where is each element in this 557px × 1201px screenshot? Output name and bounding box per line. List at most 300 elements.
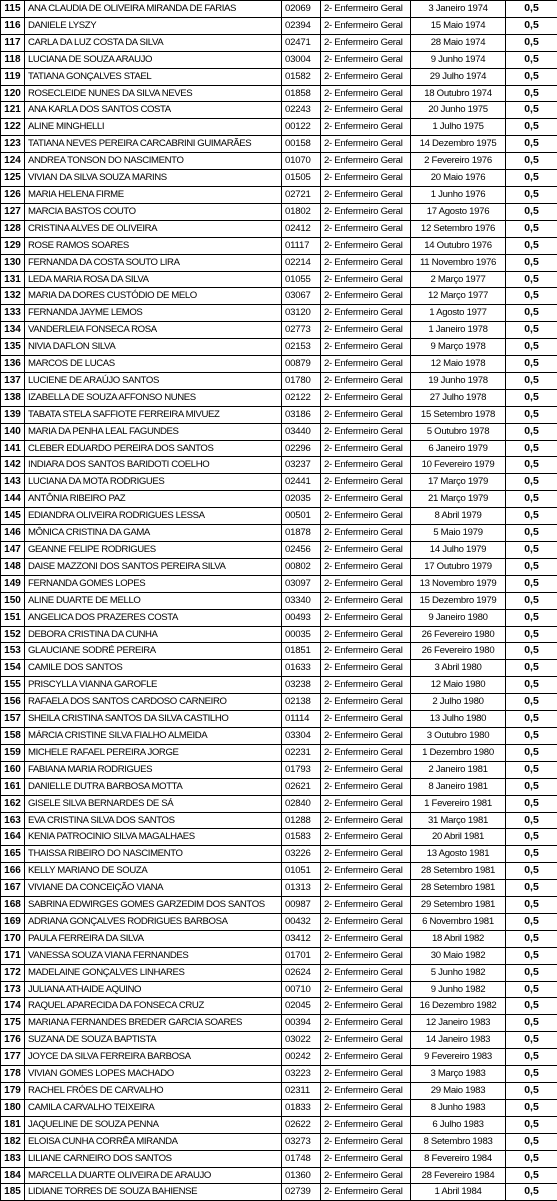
table-row (1, 558, 557, 575)
birth-date-cell: 2 Julho 1980 (411, 694, 506, 711)
points-cell: 0,5 (506, 778, 557, 795)
points-cell: 0,5 (506, 339, 557, 356)
row-number-cell: 131 (1, 271, 25, 288)
birth-date-cell: 3 Janeiro 1974 (411, 1, 506, 18)
points-cell: 0,5 (506, 626, 557, 643)
birth-date-cell: 5 Maio 1979 (411, 525, 506, 542)
position-cell: 2- Enfermeiro Geral (321, 34, 411, 51)
row-number-cell: 135 (1, 339, 25, 356)
name-cell: PAULA FERREIRA DA SILVA (25, 930, 282, 947)
row-number-cell: 132 (1, 288, 25, 305)
row-number-cell: 168 (1, 897, 25, 914)
registration-cell: 01748 (282, 1150, 321, 1167)
row-number-cell: 123 (1, 136, 25, 153)
points-cell: 0,5 (506, 1167, 557, 1184)
row-number-cell: 115 (1, 1, 25, 18)
name-cell: MARIANA FERNANDES BREDER GARCIA SOARES (25, 1015, 282, 1032)
points-cell: 0,5 (506, 863, 557, 880)
position-cell: 2- Enfermeiro Geral (321, 1049, 411, 1066)
position-cell: 2- Enfermeiro Geral (321, 575, 411, 592)
points-cell: 0,5 (506, 508, 557, 525)
row-number-cell: 171 (1, 947, 25, 964)
birth-date-cell: 1 Agosto 1977 (411, 305, 506, 322)
row-number-cell: 163 (1, 812, 25, 829)
registration-cell: 00242 (282, 1049, 321, 1066)
name-cell: GEANNE FELIPE RODRIGUES (25, 542, 282, 559)
points-cell: 0,5 (506, 322, 557, 339)
birth-date-cell: 8 Setembro 1983 (411, 1133, 506, 1150)
name-cell: MÁRCIA CRISTINE SILVA FIALHO ALMEIDA (25, 727, 282, 744)
name-cell: VANDERLEIA FONSECA ROSA (25, 322, 282, 339)
position-cell: 2- Enfermeiro Geral (321, 474, 411, 491)
registration-cell: 01701 (282, 947, 321, 964)
row-number-cell: 172 (1, 964, 25, 981)
points-cell: 0,5 (506, 136, 557, 153)
points-cell: 0,5 (506, 998, 557, 1015)
name-cell: ELOISA CUNHA CORRÊA MIRANDA (25, 1133, 282, 1150)
name-cell: ANTÔNIA RIBEIRO PAZ (25, 491, 282, 508)
row-number-cell: 154 (1, 660, 25, 677)
birth-date-cell: 9 Fevereiro 1983 (411, 1049, 506, 1066)
points-cell: 0,5 (506, 761, 557, 778)
name-cell: VIVIAN GOMES LOPES MACHADO (25, 1066, 282, 1083)
table-row (1, 1015, 557, 1032)
registration-cell: 00710 (282, 981, 321, 998)
position-cell: 2- Enfermeiro Geral (321, 220, 411, 237)
name-cell: GISELE SILVA BERNARDES DE SÁ (25, 795, 282, 812)
table-row (1, 440, 557, 457)
row-number-cell: 119 (1, 68, 25, 85)
row-number-cell: 129 (1, 237, 25, 254)
birth-date-cell: 14 Outubro 1976 (411, 237, 506, 254)
registration-cell: 02441 (282, 474, 321, 491)
registration-cell: 02214 (282, 254, 321, 271)
points-cell: 0,5 (506, 288, 557, 305)
table-row (1, 694, 557, 711)
registration-cell: 00035 (282, 626, 321, 643)
registration-cell: 03440 (282, 423, 321, 440)
registration-cell: 02412 (282, 220, 321, 237)
points-cell: 0,5 (506, 1184, 557, 1201)
table-row (1, 795, 557, 812)
name-cell: JAQUELINE DE SOUZA PENNA (25, 1116, 282, 1133)
name-cell: MADELAINE GONÇALVES LINHARES (25, 964, 282, 981)
position-cell: 2- Enfermeiro Geral (321, 339, 411, 356)
row-number-cell: 130 (1, 254, 25, 271)
registration-cell: 03120 (282, 305, 321, 322)
registration-cell: 03097 (282, 575, 321, 592)
registration-cell: 03238 (282, 677, 321, 694)
table-row (1, 964, 557, 981)
registration-cell: 00394 (282, 1015, 321, 1032)
name-cell: MARIA HELENA FIRME (25, 186, 282, 203)
name-cell: IZABELLA DE SOUZA AFFONSO NUNES (25, 389, 282, 406)
registration-cell: 00987 (282, 897, 321, 914)
points-cell: 0,5 (506, 51, 557, 68)
name-cell: LUCIANA DE SOUZA ARAUJO (25, 51, 282, 68)
registration-cell: 00432 (282, 913, 321, 930)
points-cell: 0,5 (506, 68, 557, 85)
name-cell: MARCELLA DUARTE OLIVEIRA DE ARAUJO (25, 1167, 282, 1184)
row-number-cell: 142 (1, 457, 25, 474)
points-cell: 0,5 (506, 660, 557, 677)
points-cell: 0,5 (506, 170, 557, 187)
table-row (1, 1, 557, 18)
registration-cell: 03067 (282, 288, 321, 305)
points-cell: 0,5 (506, 1032, 557, 1049)
table-row (1, 34, 557, 51)
row-number-cell: 166 (1, 863, 25, 880)
table-row (1, 1083, 557, 1100)
registration-cell: 02471 (282, 34, 321, 51)
row-number-cell: 156 (1, 694, 25, 711)
position-cell: 2- Enfermeiro Geral (321, 558, 411, 575)
birth-date-cell: 18 Outubro 1974 (411, 85, 506, 102)
row-number-cell: 175 (1, 1015, 25, 1032)
birth-date-cell: 13 Novembro 1979 (411, 575, 506, 592)
row-number-cell: 140 (1, 423, 25, 440)
birth-date-cell: 29 Julho 1974 (411, 68, 506, 85)
points-cell: 0,5 (506, 406, 557, 423)
registration-cell: 02296 (282, 440, 321, 457)
position-cell: 2- Enfermeiro Geral (321, 1116, 411, 1133)
name-cell: ANA CLAUDIA DE OLIVEIRA MIRANDA DE FARIAS (25, 1, 282, 18)
points-cell: 0,5 (506, 423, 557, 440)
position-cell: 2- Enfermeiro Geral (321, 51, 411, 68)
birth-date-cell: 17 Março 1979 (411, 474, 506, 491)
name-cell: GLAUCIANE SODRÉ PEREIRA (25, 643, 282, 660)
name-cell: ADRIANA GONÇALVES RODRIGUES BARBOSA (25, 913, 282, 930)
registration-cell: 01582 (282, 68, 321, 85)
table-row (1, 863, 557, 880)
birth-date-cell: 26 Fevereiro 1980 (411, 626, 506, 643)
row-number-cell: 159 (1, 744, 25, 761)
position-cell: 2- Enfermeiro Geral (321, 930, 411, 947)
registration-cell: 01360 (282, 1167, 321, 1184)
points-cell: 0,5 (506, 930, 557, 947)
table-row (1, 1049, 557, 1066)
birth-date-cell: 13 Agosto 1981 (411, 846, 506, 863)
position-cell: 2- Enfermeiro Geral (321, 863, 411, 880)
table-row (1, 102, 557, 119)
table-row (1, 660, 557, 677)
points-cell: 0,5 (506, 474, 557, 491)
position-cell: 2- Enfermeiro Geral (321, 812, 411, 829)
birth-date-cell: 28 Maio 1974 (411, 34, 506, 51)
row-number-cell: 160 (1, 761, 25, 778)
birth-date-cell: 1 Junho 1976 (411, 186, 506, 203)
birth-date-cell: 6 Novembro 1981 (411, 913, 506, 930)
registration-cell: 01055 (282, 271, 321, 288)
row-number-cell: 120 (1, 85, 25, 102)
row-number-cell: 144 (1, 491, 25, 508)
birth-date-cell: 9 Junho 1982 (411, 981, 506, 998)
row-number-cell: 170 (1, 930, 25, 947)
name-cell: CLEBER EDUARDO PEREIRA DOS SANTOS (25, 440, 282, 457)
registration-cell: 03412 (282, 930, 321, 947)
row-number-cell: 136 (1, 356, 25, 373)
points-cell: 0,5 (506, 153, 557, 170)
birth-date-cell: 16 Dezembro 1982 (411, 998, 506, 1015)
row-number-cell: 117 (1, 34, 25, 51)
points-cell: 0,5 (506, 592, 557, 609)
table-row (1, 1133, 557, 1150)
name-cell: TATIANA GONÇALVES STAEL (25, 68, 282, 85)
position-cell: 2- Enfermeiro Geral (321, 119, 411, 136)
birth-date-cell: 2 Janeiro 1981 (411, 761, 506, 778)
registration-cell: 01313 (282, 880, 321, 897)
position-cell: 2- Enfermeiro Geral (321, 153, 411, 170)
table-row (1, 288, 557, 305)
position-cell: 2- Enfermeiro Geral (321, 660, 411, 677)
birth-date-cell: 17 Outubro 1979 (411, 558, 506, 575)
position-cell: 2- Enfermeiro Geral (321, 1, 411, 18)
name-cell: RACHEL FRÓES DE CARVALHO (25, 1083, 282, 1100)
table-row (1, 575, 557, 592)
points-cell: 0,5 (506, 17, 557, 34)
table-row (1, 525, 557, 542)
birth-date-cell: 1 Julho 1975 (411, 119, 506, 136)
birth-date-cell: 9 Janeiro 1980 (411, 609, 506, 626)
name-cell: JULIANA ATHAIDE AQUINO (25, 981, 282, 998)
table-row (1, 491, 557, 508)
position-cell: 2- Enfermeiro Geral (321, 727, 411, 744)
row-number-cell: 158 (1, 727, 25, 744)
row-number-cell: 137 (1, 372, 25, 389)
points-cell: 0,5 (506, 880, 557, 897)
row-number-cell: 139 (1, 406, 25, 423)
points-cell: 0,5 (506, 1150, 557, 1167)
position-cell: 2- Enfermeiro Geral (321, 254, 411, 271)
row-number-cell: 155 (1, 677, 25, 694)
points-cell: 0,5 (506, 964, 557, 981)
position-cell: 2- Enfermeiro Geral (321, 677, 411, 694)
row-number-cell: 161 (1, 778, 25, 795)
row-number-cell: 167 (1, 880, 25, 897)
points-cell: 0,5 (506, 947, 557, 964)
position-cell: 2- Enfermeiro Geral (321, 778, 411, 795)
position-cell: 2- Enfermeiro Geral (321, 592, 411, 609)
birth-date-cell: 15 Maio 1974 (411, 17, 506, 34)
points-cell: 0,5 (506, 237, 557, 254)
name-cell: VIVIAN DA SILVA SOUZA MARINS (25, 170, 282, 187)
registration-cell: 00493 (282, 609, 321, 626)
position-cell: 2- Enfermeiro Geral (321, 609, 411, 626)
table-row (1, 880, 557, 897)
position-cell: 2- Enfermeiro Geral (321, 1015, 411, 1032)
name-cell: MARIA DA DORES CUSTÓDIO DE MELO (25, 288, 282, 305)
row-number-cell: 173 (1, 981, 25, 998)
position-cell: 2- Enfermeiro Geral (321, 271, 411, 288)
points-cell: 0,5 (506, 372, 557, 389)
position-cell: 2- Enfermeiro Geral (321, 508, 411, 525)
registration-cell: 03223 (282, 1066, 321, 1083)
birth-date-cell: 28 Setembro 1981 (411, 863, 506, 880)
row-number-cell: 185 (1, 1184, 25, 1201)
position-cell: 2- Enfermeiro Geral (321, 947, 411, 964)
name-cell: ALINE DUARTE DE MELLO (25, 592, 282, 609)
table-row (1, 339, 557, 356)
birth-date-cell: 10 Fevereiro 1979 (411, 457, 506, 474)
table-row (1, 322, 557, 339)
name-cell: CRISTINA ALVES DE OLIVEIRA (25, 220, 282, 237)
registration-cell: 02739 (282, 1184, 321, 1201)
position-cell: 2- Enfermeiro Geral (321, 981, 411, 998)
birth-date-cell: 2 Março 1977 (411, 271, 506, 288)
birth-date-cell: 20 Maio 1976 (411, 170, 506, 187)
registration-cell: 02721 (282, 186, 321, 203)
birth-date-cell: 1 Dezembro 1980 (411, 744, 506, 761)
name-cell: MARIA DA PENHA LEAL FAGUNDES (25, 423, 282, 440)
row-number-cell: 128 (1, 220, 25, 237)
name-cell: RAQUEL APARECIDA DA FONSECA CRUZ (25, 998, 282, 1015)
birth-date-cell: 12 Maio 1978 (411, 356, 506, 373)
birth-date-cell: 15 Dezembro 1979 (411, 592, 506, 609)
position-cell: 2- Enfermeiro Geral (321, 1167, 411, 1184)
name-cell: LEDA MARIA ROSA DA SILVA (25, 271, 282, 288)
position-cell: 2- Enfermeiro Geral (321, 203, 411, 220)
registration-cell: 01114 (282, 711, 321, 728)
table-row (1, 542, 557, 559)
row-number-cell: 133 (1, 305, 25, 322)
table-row (1, 913, 557, 930)
name-cell: DAISE MAZZONI DOS SANTOS PEREIRA SILVA (25, 558, 282, 575)
points-cell: 0,5 (506, 1116, 557, 1133)
birth-date-cell: 1 Abril 1984 (411, 1184, 506, 1201)
table-row (1, 186, 557, 203)
registration-cell: 01583 (282, 829, 321, 846)
birth-date-cell: 5 Outubro 1978 (411, 423, 506, 440)
table-row (1, 1150, 557, 1167)
row-number-cell: 151 (1, 609, 25, 626)
position-cell: 2- Enfermeiro Geral (321, 389, 411, 406)
registration-cell: 00122 (282, 119, 321, 136)
table-row (1, 609, 557, 626)
name-cell: CAMILA CARVALHO TEIXEIRA (25, 1099, 282, 1116)
registration-cell: 02456 (282, 542, 321, 559)
table-row (1, 254, 557, 271)
points-cell: 0,5 (506, 677, 557, 694)
table-row (1, 677, 557, 694)
table-row (1, 829, 557, 846)
table-row (1, 897, 557, 914)
name-cell: DEBORA CRISTINA DA CUNHA (25, 626, 282, 643)
name-cell: NIVIA DAFLON SILVA (25, 339, 282, 356)
points-cell: 0,5 (506, 897, 557, 914)
registration-cell: 03186 (282, 406, 321, 423)
name-cell: ROSE RAMOS SOARES (25, 237, 282, 254)
row-number-cell: 178 (1, 1066, 25, 1083)
row-number-cell: 124 (1, 153, 25, 170)
name-cell: FABIANA MARIA RODRIGUES (25, 761, 282, 778)
position-cell: 2- Enfermeiro Geral (321, 829, 411, 846)
birth-date-cell: 1 Janeiro 1978 (411, 322, 506, 339)
name-cell: LIDIANE TORRES DE SOUZA BAHIENSE (25, 1184, 282, 1201)
table-row (1, 508, 557, 525)
birth-date-cell: 12 Setembro 1976 (411, 220, 506, 237)
points-cell: 0,5 (506, 727, 557, 744)
position-cell: 2- Enfermeiro Geral (321, 1066, 411, 1083)
registration-cell: 02153 (282, 339, 321, 356)
birth-date-cell: 3 Março 1983 (411, 1066, 506, 1083)
position-cell: 2- Enfermeiro Geral (321, 795, 411, 812)
position-cell: 2- Enfermeiro Geral (321, 761, 411, 778)
table-row (1, 389, 557, 406)
table-row (1, 17, 557, 34)
points-cell: 0,5 (506, 186, 557, 203)
birth-date-cell: 19 Junho 1978 (411, 372, 506, 389)
birth-date-cell: 12 Maio 1980 (411, 677, 506, 694)
name-cell: CARLA DA LUZ COSTA DA SILVA (25, 34, 282, 51)
points-cell: 0,5 (506, 254, 557, 271)
name-cell: LUCIANA DA MOTA RODRIGUES (25, 474, 282, 491)
registration-cell: 01833 (282, 1099, 321, 1116)
name-cell: TATIANA NEVES PEREIRA CARCABRINI GUIMARÃES (25, 136, 282, 153)
table-row (1, 1032, 557, 1049)
points-cell: 0,5 (506, 1099, 557, 1116)
row-number-cell: 116 (1, 17, 25, 34)
birth-date-cell: 20 Abril 1981 (411, 829, 506, 846)
points-cell: 0,5 (506, 829, 557, 846)
position-cell: 2- Enfermeiro Geral (321, 1184, 411, 1201)
name-cell: INDIARA DOS SANTOS BARIDOTI COELHO (25, 457, 282, 474)
name-cell: CAMILE DOS SANTOS (25, 660, 282, 677)
registration-cell: 01051 (282, 863, 321, 880)
registration-cell: 03340 (282, 592, 321, 609)
points-cell: 0,5 (506, 305, 557, 322)
row-number-cell: 183 (1, 1150, 25, 1167)
birth-date-cell: 14 Janeiro 1983 (411, 1032, 506, 1049)
table-row (1, 1066, 557, 1083)
name-cell: EDIANDRA OLIVEIRA RODRIGUES LESSA (25, 508, 282, 525)
points-cell: 0,5 (506, 694, 557, 711)
name-cell: KENIA PATROCINIO SILVA MAGALHAES (25, 829, 282, 846)
position-cell: 2- Enfermeiro Geral (321, 897, 411, 914)
table-row (1, 998, 557, 1015)
row-number-cell: 118 (1, 51, 25, 68)
name-cell: TABATA STELA SAFFIOTE FERREIRA MIVUEZ (25, 406, 282, 423)
row-number-cell: 181 (1, 1116, 25, 1133)
row-number-cell: 179 (1, 1083, 25, 1100)
registration-cell: 03237 (282, 457, 321, 474)
registration-cell: 02622 (282, 1116, 321, 1133)
table-row (1, 305, 557, 322)
registration-cell: 00158 (282, 136, 321, 153)
points-cell: 0,5 (506, 846, 557, 863)
points-cell: 0,5 (506, 203, 557, 220)
birth-date-cell: 8 Junho 1983 (411, 1099, 506, 1116)
table-row (1, 457, 557, 474)
table-row (1, 119, 557, 136)
position-cell: 2- Enfermeiro Geral (321, 846, 411, 863)
registration-cell: 01633 (282, 660, 321, 677)
row-number-cell: 169 (1, 913, 25, 930)
birth-date-cell: 12 Janeiro 1983 (411, 1015, 506, 1032)
table-row (1, 744, 557, 761)
points-cell: 0,5 (506, 643, 557, 660)
birth-date-cell: 13 Julho 1980 (411, 711, 506, 728)
table-row (1, 1167, 557, 1184)
birth-date-cell: 1 Fevereiro 1981 (411, 795, 506, 812)
name-cell: MARCIA BASTOS COUTO (25, 203, 282, 220)
row-number-cell: 184 (1, 1167, 25, 1184)
registration-cell: 02624 (282, 964, 321, 981)
row-number-cell: 143 (1, 474, 25, 491)
row-number-cell: 146 (1, 525, 25, 542)
registration-cell: 01505 (282, 170, 321, 187)
table-row (1, 846, 557, 863)
position-cell: 2- Enfermeiro Geral (321, 1150, 411, 1167)
